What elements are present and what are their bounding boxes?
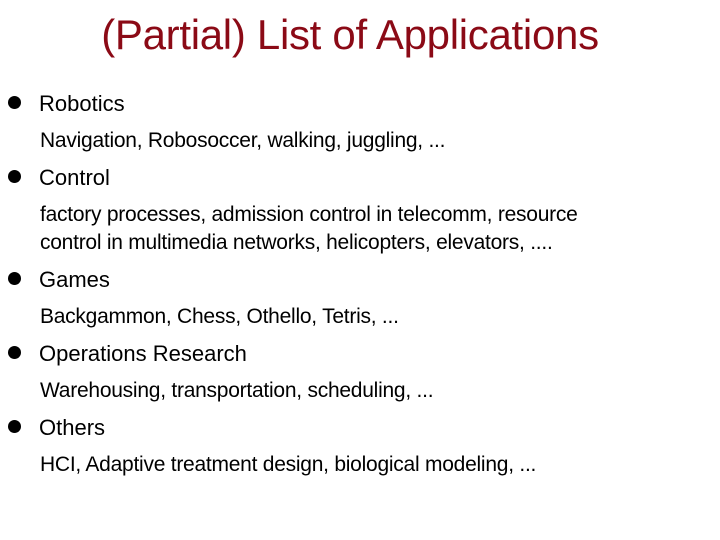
list-item-detail (40, 127, 720, 155)
list-item-detail (40, 303, 720, 331)
list-item-others (0, 411, 720, 479)
bullet-icon (8, 170, 21, 183)
list-item-detail (40, 451, 720, 479)
list-item-detail (40, 377, 720, 405)
detail-line: Warehousing, transportation, scheduling, ... (40, 379, 434, 402)
list-item-heading: Games (39, 267, 110, 292)
detail-line: HCI, Adaptive treatment design, biological modeling, ... (40, 453, 537, 476)
list-item-robotics (0, 87, 720, 155)
detail-line: factory processes, admission control in telecomm, resource (40, 203, 578, 226)
list-item-heading: Control (39, 165, 110, 190)
bullet-icon (8, 96, 21, 109)
list-item-operations-research (0, 337, 720, 405)
detail-line: Navigation, Robosoccer, walking, juggling, ... (40, 129, 446, 152)
bullet-icon (8, 420, 21, 433)
list-item-heading: Operations Research (39, 341, 247, 366)
list-item-control (0, 161, 720, 257)
detail-line: control in multimedia networks, helicopters, elevators, .... (40, 231, 553, 254)
list-item-games (0, 263, 720, 331)
bullet-icon (8, 346, 21, 359)
list-item-heading: Others (39, 415, 106, 440)
list-item-detail (40, 201, 720, 257)
slide-title: (Partial) List of Applications (101, 11, 599, 58)
bullet-icon (8, 272, 21, 285)
detail-line: Backgammon, Chess, Othello, Tetris, ... (40, 305, 399, 328)
list-item-heading: Robotics (39, 91, 125, 116)
application-list (0, 87, 720, 485)
